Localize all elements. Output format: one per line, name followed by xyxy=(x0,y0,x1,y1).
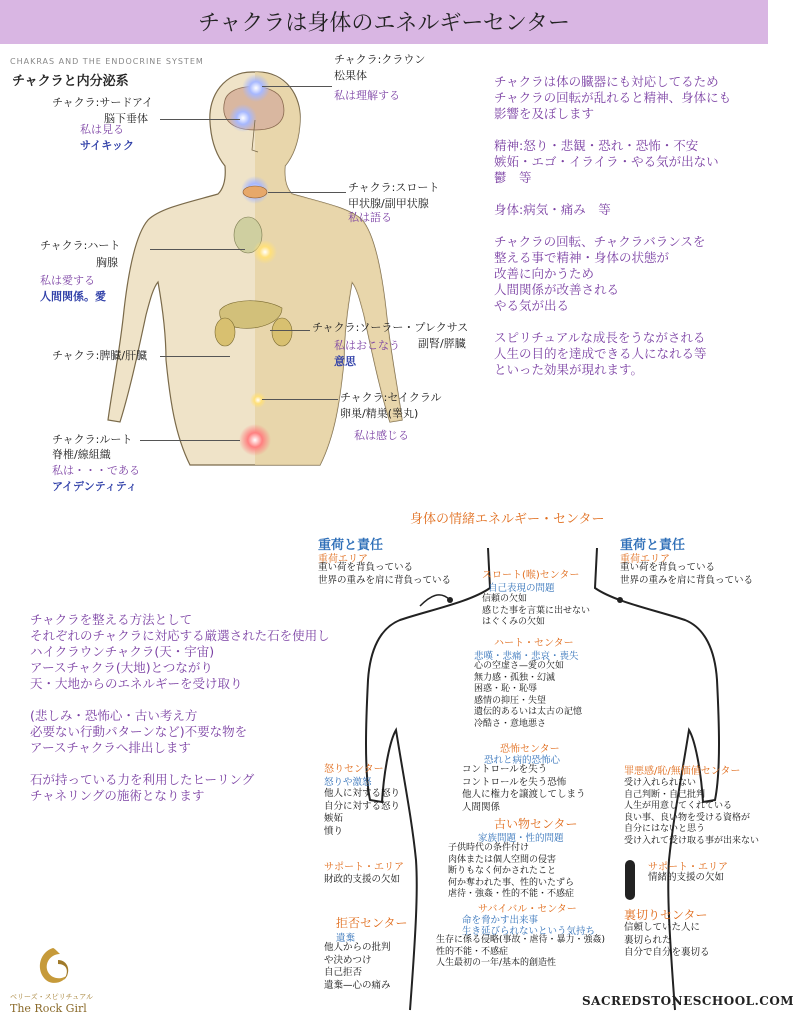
old-center-title: 古い物センター xyxy=(494,817,578,831)
rejection-line: 他人からの批判 xyxy=(324,942,391,953)
logo-name: The Rock Girl xyxy=(10,1002,87,1015)
left-line: チャネリングの施術となります xyxy=(30,788,205,803)
old-line: 子供時代の条件付け xyxy=(448,843,530,853)
logo-tagline: ベリーズ・スピリチュアル xyxy=(10,993,94,1001)
right-line: やる気が出る xyxy=(494,298,570,313)
left-explanation xyxy=(30,612,330,804)
survival-line: 人生最初の一年/基本的創造性 xyxy=(436,958,557,968)
burden-right-line-2: 世界の重みを肩に背負っている xyxy=(620,575,754,586)
sacral-chakra-label: チャクラ:セイクラル xyxy=(340,391,442,404)
right-line: 鬱 等 xyxy=(494,170,532,185)
support-left-line: 財政的支援の欠如 xyxy=(324,874,401,885)
kidney-right xyxy=(272,318,292,346)
left-line: 必要ない行動パターンなど)不要な物を xyxy=(30,724,248,739)
spleen-chakra-label: チャクラ:脾臓/肝臓 xyxy=(52,349,148,362)
old-line: 虐待・強姦・性的不能・不感症 xyxy=(448,889,575,899)
rejection-center-title: 拒否センター xyxy=(336,916,408,930)
anger-line: 嫉妬 xyxy=(324,813,344,824)
sacral-leader-line xyxy=(262,399,338,400)
figure-subtitle-en: CHAKRAS AND THE ENDOCRINE SYSTEM xyxy=(10,57,204,66)
left-line: それぞれのチャクラに対応する厳選された石を使用し xyxy=(30,628,330,643)
old-center-sub: 家族問題・性的問題 xyxy=(478,833,564,844)
heart-line: 心の空虚さ—愛の欠如 xyxy=(474,661,565,671)
fear-center-title: 恐怖センター xyxy=(500,744,560,755)
root-leader-line xyxy=(140,440,240,441)
guilt-center-title: 罪悪感/恥/無価値センター xyxy=(624,766,741,777)
betrayal-center-title: 裏切りセンター xyxy=(624,908,708,922)
sacredstone-watermark: SACREDSTONESCHOOL.COM xyxy=(582,994,794,1008)
spleen-leader-line xyxy=(160,356,230,357)
anger-center-lines xyxy=(324,788,400,838)
sacral-affirmation: 私は感じる xyxy=(354,429,409,442)
shoulder-dot-right xyxy=(617,597,623,603)
support-right-title: サポート・エリア xyxy=(648,862,728,873)
heart-center-title: ハート・センター xyxy=(494,638,574,649)
third-eye-chakra-gland: 脳下垂体 xyxy=(104,112,148,125)
root-chakra-label: チャクラ:ルート xyxy=(52,433,133,446)
rejection-center-sub: 遺棄 xyxy=(336,933,356,944)
third-eye-affirmation-1: 私は見る xyxy=(80,123,124,136)
solar-chakra-label: チャクラ:ソーラー・プレクサス xyxy=(312,321,469,334)
third-eye-affirmation-2: サイキック xyxy=(80,139,135,152)
rejection-line: や決めつけ xyxy=(324,954,372,966)
support-right-line: 情緒的支援の欠如 xyxy=(648,872,725,883)
survival-center-sub-1: 命を脅かす出来事 xyxy=(462,915,539,926)
right-line: スピリチュアルな成長をうながされる xyxy=(494,330,706,345)
rejection-center-lines xyxy=(324,942,391,992)
left-line: (悲しみ・恐怖心・古い考え方 xyxy=(30,708,198,723)
throat-line: 感じた事を言葉に出せない xyxy=(482,605,591,616)
burden-left-area: 重荷エリア xyxy=(318,554,368,565)
right-line: 人生の目的を達成できる人になれる等 xyxy=(494,346,707,361)
crown-chakra-glow xyxy=(242,74,270,102)
burden-left-line-1: 重い荷を背負っている xyxy=(318,562,414,573)
left-line: 天・大地からのエネルギーを受け取り xyxy=(30,676,243,691)
burden-left-line-2: 世界の重みを肩に背負っている xyxy=(318,575,452,586)
right-line xyxy=(494,314,731,330)
rejection-line: 自己拒否 xyxy=(324,967,363,978)
survival-center-title: サバイバル・センター xyxy=(478,904,577,915)
right-explanation xyxy=(494,74,731,378)
sacral-chakra-gland: 卵巣/精巣(睾丸) xyxy=(340,407,419,420)
right-line: チャクラは体の臓器にも対応してるため xyxy=(494,74,719,89)
old-center-lines xyxy=(448,843,574,901)
guilt-line: 良い事、良い物を受ける資格が xyxy=(624,812,751,823)
solar-chakra-gland: 副腎/膵臓 xyxy=(418,337,466,350)
anger-line: 自分に対する怒り xyxy=(324,800,401,812)
anger-center-title: 怒りセンター xyxy=(324,764,384,775)
right-line: 身体:病気・痛み 等 xyxy=(494,202,611,217)
rejection-line: 遺棄—心の痛み xyxy=(324,979,391,991)
right-line: 改善に向かうため xyxy=(494,266,595,281)
guilt-line: 受け入れられない xyxy=(624,778,697,788)
heart-chakra-gland: 胸腺 xyxy=(96,256,118,269)
survival-line: 性的不能・不感症 xyxy=(436,946,509,957)
burden-left-title: 重荷と責任 xyxy=(318,538,384,553)
heart-line: 感情の抑圧・失望 xyxy=(474,695,547,706)
figure-subtitle-jp: チャクラと内分泌系 xyxy=(12,74,129,89)
right-side-marker xyxy=(625,860,635,900)
left-line: アースチャクラへ排出します xyxy=(30,740,191,755)
root-chakra-glow xyxy=(239,424,271,456)
fear-center-lines xyxy=(462,764,586,814)
support-left-title: サポート・エリア xyxy=(324,862,404,873)
left-line: 石が持っている力を利用したヒーリング xyxy=(30,772,255,787)
old-line: 断りもなく何かされたこと xyxy=(448,866,557,876)
heart-affirmation-1: 私は愛する xyxy=(40,274,95,287)
kidney-left xyxy=(215,318,235,346)
heart-chakra-label: チャクラ:ハート xyxy=(40,239,121,252)
emotion-title: 身体の情緒エネルギー・センター xyxy=(410,512,605,527)
burden-right-title: 重荷と責任 xyxy=(620,538,686,553)
guilt-line: 受け入れて受け取る事が出来ない xyxy=(624,835,760,846)
crown-chakra-gland: 松果体 xyxy=(334,69,367,82)
left-line: アースチャクラ(大地)とつながり xyxy=(30,660,213,675)
right-line: 嫉妬・エゴ・イライラ・やる気が出ない xyxy=(494,154,719,169)
old-line: 何か奪われた事、性的いたずら xyxy=(448,877,575,888)
guilt-line: 人生が用意してくれている xyxy=(624,801,733,811)
throat-center-lines xyxy=(482,594,590,629)
heart-chakra-glow xyxy=(253,240,277,264)
throat-chakra-affirmation: 私は語る xyxy=(348,211,392,224)
survival-center-lines xyxy=(436,935,605,970)
right-line: 精神:怒り・悲観・恐れ・恐怖・不安 xyxy=(494,138,699,153)
betrayal-line: 自分で自分を裏切る xyxy=(624,947,710,958)
survival-line: 生存に係る侵略(事故・虐待・暴力・強姦) xyxy=(436,935,606,945)
left-line xyxy=(30,756,330,772)
throat-chakra-gland: 甲状腺/副甲状腺 xyxy=(348,197,429,210)
page-title: チャクラは身体のエネルギーセンター xyxy=(197,11,571,36)
left-line: ハイクラウンチャクラ(天・宇宙) xyxy=(30,644,215,659)
third-eye-chakra-label: チャクラ:サードアイ xyxy=(52,96,154,109)
throat-chakra-label: チャクラ:スロート xyxy=(348,181,440,194)
third-eye-leader-line xyxy=(160,119,240,120)
right-line: チャクラの回転、チャクラバランスを xyxy=(494,234,706,249)
crown-leader-line xyxy=(262,86,332,87)
guilt-line: 自己判断・自己批判 xyxy=(624,789,706,800)
anger-line: 他人に対する怒り xyxy=(324,788,401,799)
right-line xyxy=(494,122,731,138)
rock-girl-logo-icon xyxy=(28,942,78,992)
throat-leader-line xyxy=(268,192,346,193)
survival-center-sub-2: 生き延びられないという気持ち xyxy=(462,926,596,937)
guilt-line: 自分にはないと思う xyxy=(624,824,706,834)
heart-line: 無力感・孤独・幻滅 xyxy=(474,672,556,683)
throat-center-sub: 自己表現の問題 xyxy=(488,583,555,594)
right-line: といった効果が現れます。 xyxy=(494,362,644,377)
right-line: 影響を及ぼします xyxy=(494,106,595,121)
throat-line: はぐくみの欠如 xyxy=(482,617,546,627)
root-chakra-gland: 脊椎/線組織 xyxy=(52,448,111,461)
betrayal-line: 裏切られた xyxy=(624,934,672,946)
solar-affirmation-1: 私はおこなう xyxy=(334,339,400,352)
right-line: 人間関係が改善される xyxy=(494,282,620,297)
root-affirmation-2: アイデンティティ xyxy=(52,480,138,493)
heart-line: 困惑・恥・恥辱 xyxy=(474,684,538,694)
right-line xyxy=(494,218,731,234)
left-line xyxy=(30,692,330,708)
betrayal-center-lines xyxy=(624,922,710,960)
thyroid-shape xyxy=(243,186,267,198)
fear-center-sub: 恐れと病的恐怖心 xyxy=(484,755,561,766)
heart-affirmation-2: 人間関係。愛 xyxy=(40,290,106,303)
burden-right-line-1: 重い荷を背負っている xyxy=(620,562,716,573)
shoulder-dot-left xyxy=(447,597,453,603)
root-affirmation-1: 私は・・・である xyxy=(52,464,140,477)
solar-affirmation-2: 意思 xyxy=(334,355,356,368)
crown-chakra-affirmation: 私は理解する xyxy=(334,89,400,102)
heart-center-lines xyxy=(474,661,582,730)
right-line xyxy=(494,186,731,202)
throat-line: 信頼の欠如 xyxy=(482,594,528,604)
fear-line: 人間関係 xyxy=(462,801,501,813)
crown-chakra-label: チャクラ:クラウン xyxy=(334,53,426,66)
anger-center-sub: 怒りや激怒 xyxy=(324,777,372,788)
old-line: 肉体または個人空間の侵害 xyxy=(448,854,557,865)
fear-line: 他人に権力を譲渡してしまう xyxy=(462,789,586,800)
right-line: チャクラの回転が乱れると精神、身体にも xyxy=(494,90,732,105)
right-line: 整える事で精神・身体の状態が xyxy=(494,250,670,265)
heart-leader-line xyxy=(150,249,245,250)
fear-line: コントロールを失う恐怖 xyxy=(462,776,567,788)
sacral-chakra-glow xyxy=(250,392,266,408)
fear-line: コントロールを失う xyxy=(462,764,548,775)
guilt-center-lines xyxy=(624,778,759,847)
heart-line: 遺伝的あるいは太古の記憶 xyxy=(474,707,583,717)
solar-leader-line xyxy=(270,330,310,331)
throat-center-title: スロート(喉)センター xyxy=(482,570,580,581)
betrayal-line: 信頼していた人に xyxy=(624,922,701,933)
burden-right-area: 重荷エリア xyxy=(620,554,670,565)
left-line: チャクラを整える方法として xyxy=(30,612,193,627)
third-eye-chakra-glow xyxy=(229,104,257,132)
heart-line: 冷酷さ・意地悪さ xyxy=(474,718,547,729)
shoulder-left-curve xyxy=(420,595,450,606)
anger-line: 憤り xyxy=(324,825,344,837)
heart-center-sub: 悲嘆・悲痛・悲哀・喪失 xyxy=(474,651,579,662)
